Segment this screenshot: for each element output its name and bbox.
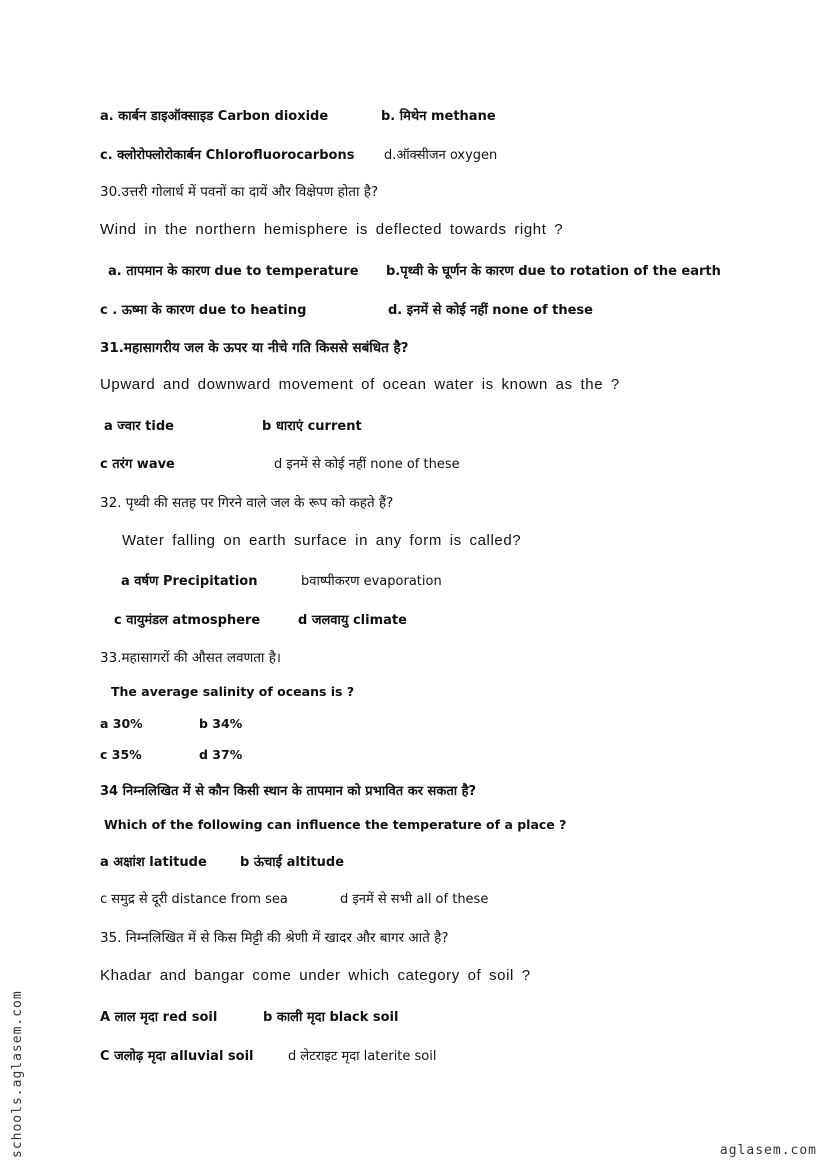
options-row-q32-cd bbox=[114, 610, 407, 628]
options-row-q33-ab bbox=[100, 716, 243, 731]
option-d: d जलवायु climate bbox=[298, 613, 407, 628]
question-32-english: Water falling on earth surface in any form is called? bbox=[122, 532, 522, 549]
option-d: d इनमें से सभी all of these bbox=[340, 892, 489, 907]
question-31-english: Upward and downward movement of ocean water is known as the ? bbox=[100, 376, 620, 393]
question-33-english: The average salinity of oceans is ? bbox=[111, 684, 355, 699]
option-d: d. इनमें से कोई नहीं none of these bbox=[388, 303, 593, 318]
question-33-hindi: 33.महासागरों की औसत लवणता है। bbox=[100, 650, 282, 666]
options-row-q30-ab bbox=[108, 261, 721, 279]
option-c: c. क्लोरोफ्लोरोकार्बन Chlorofluorocarbons bbox=[100, 148, 355, 163]
options-row-q34-ab bbox=[100, 852, 345, 870]
question-31-hindi: 31.महासागरीय जल के ऊपर या नीचे गति किससे सबंधित है? bbox=[100, 340, 409, 356]
option-c: c . ऊष्मा के कारण due to heating bbox=[100, 303, 307, 318]
option-b: b धाराएं current bbox=[262, 419, 362, 434]
options-row-q32-ab bbox=[121, 571, 442, 589]
question-35-english: Khadar and bangar come under which category of soil ? bbox=[100, 967, 531, 984]
option-c: c वायुमंडल atmosphere bbox=[114, 613, 261, 628]
option-a: a. कार्बन डाइऑक्साइड Carbon dioxide bbox=[100, 109, 329, 124]
option-a: a वर्षण Precipitation bbox=[121, 574, 258, 589]
option-a: a. तापमान के कारण due to temperature bbox=[108, 264, 359, 279]
options-row-q34-cd bbox=[100, 889, 489, 907]
options-row-q29-ab bbox=[100, 106, 496, 124]
question-30-english: Wind in the northern hemisphere is deflected towards right ? bbox=[100, 221, 564, 238]
option-a: A लाल मृदा red soil bbox=[100, 1010, 218, 1025]
option-c: c तरंग wave bbox=[100, 457, 175, 472]
question-35-hindi: 35. निम्नलिखित में से किस मिट्टी की श्रेणी में खादर और बागर आते है? bbox=[100, 930, 449, 946]
options-row-q33-cd bbox=[100, 747, 243, 762]
option-b: b.पृथ्वी के घूर्णन के कारण due to rotation of the earth bbox=[386, 264, 721, 279]
question-32-hindi: 32. पृथ्वी की सतह पर गिरने वाले जल के रूप को कहते हैं? bbox=[100, 495, 394, 511]
options-row-q31-ab bbox=[104, 416, 362, 434]
option-b: b काली मृदा black soil bbox=[263, 1010, 399, 1025]
question-34-english: Which of the following can influence the temperature of a place ? bbox=[104, 817, 567, 832]
option-d: d 37% bbox=[199, 747, 243, 762]
options-row-q35-cd bbox=[100, 1046, 437, 1064]
question-34-hindi: 34 निम्नलिखित में से कौन किसी स्थान के तापमान को प्रभावित कर सकता है? bbox=[100, 784, 477, 799]
option-d: d लेटराइट मृदा laterite soil bbox=[288, 1049, 437, 1064]
options-row-q30-cd bbox=[100, 300, 593, 318]
options-row-q31-cd bbox=[100, 454, 460, 472]
option-b: b ऊंचाई altitude bbox=[240, 855, 345, 870]
question-30-hindi: 30.उत्तरी गोलार्ध में पवनों का दायें और विक्षेपण होता है? bbox=[100, 184, 379, 200]
options-row-q29-cd bbox=[100, 145, 498, 163]
option-c: C जलोढ़ मृदा alluvial soil bbox=[100, 1049, 254, 1064]
option-a: a ज्वार tide bbox=[104, 419, 174, 434]
side-watermark: schools.aglasem.com bbox=[10, 990, 25, 1158]
option-a: a अक्षांश latitude bbox=[100, 855, 207, 870]
option-c: c 35% bbox=[100, 747, 142, 762]
option-c: c समुद्र से दूरी distance from sea bbox=[100, 892, 288, 907]
option-b: b 34% bbox=[199, 716, 243, 731]
option-a: a 30% bbox=[100, 716, 143, 731]
bottom-watermark: aglasem.com bbox=[719, 1143, 817, 1158]
options-row-q35-ab bbox=[100, 1007, 399, 1025]
option-d: d.ऑक्सीजन oxygen bbox=[384, 148, 498, 163]
option-d: d इनमें से कोई नहीं none of these bbox=[274, 457, 460, 472]
option-b: bवाष्पीकरण evaporation bbox=[301, 574, 442, 589]
option-b: b. मिथेन methane bbox=[381, 109, 496, 124]
